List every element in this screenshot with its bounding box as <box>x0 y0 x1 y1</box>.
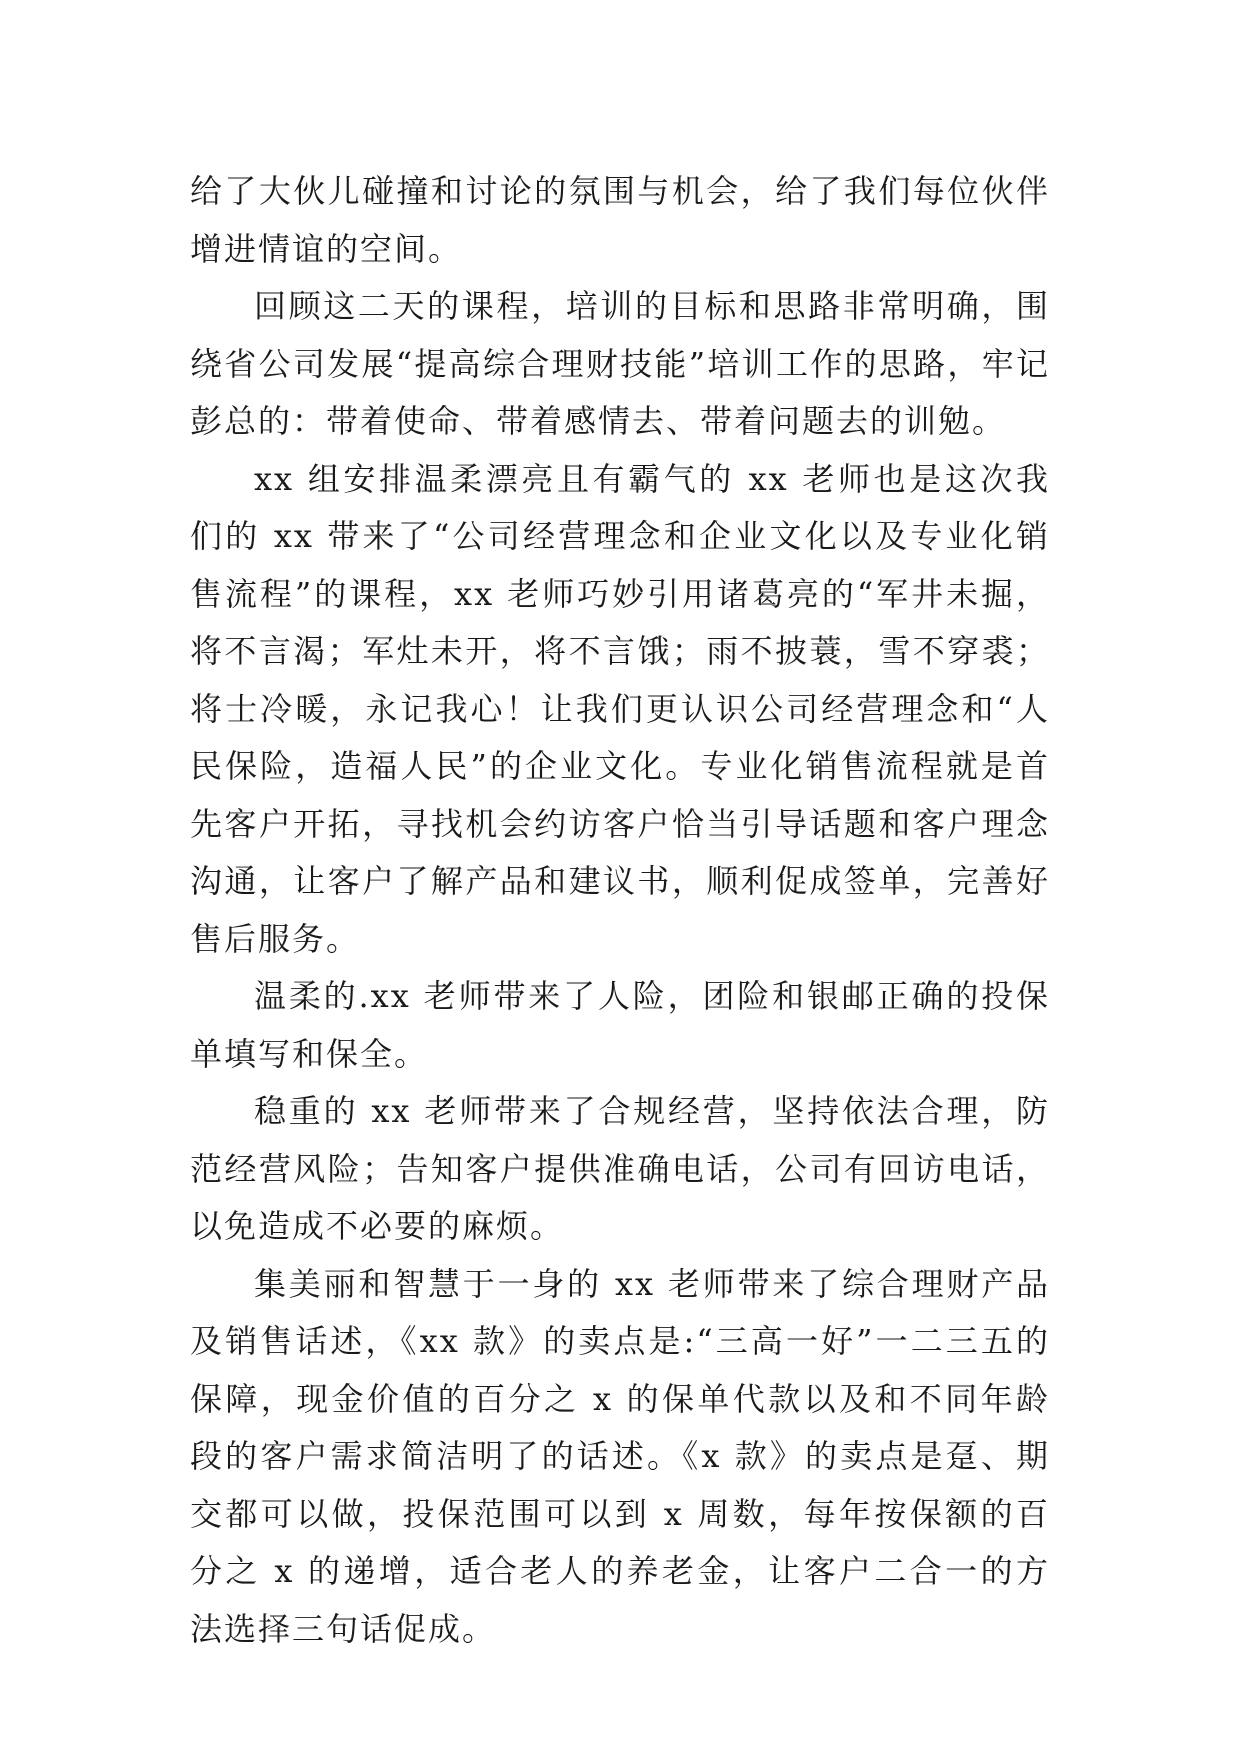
paragraph-compliance: 稳重的 xx 老师带来了合规经营，坚持依法合理，防范经营风险；告知客户提供准确电话，公司有回访电话，以免造成不必要的麻烦。 <box>190 1092 1050 1245</box>
paragraph-continuation: 给了大伙儿碰撞和讨论的氛围与机会，给了我们每位伙伴增进情谊的空间。 <box>190 172 1050 268</box>
paragraph-insurance-forms: 温柔的.xx 老师带来了人险，团险和银邮正确的投保单填写和保全。 <box>190 977 1050 1073</box>
paragraph-company-culture: xx 组安排温柔漂亮且有霸气的 xx 老师也是这次我们的 xx 带来了“公司经营理念和企业文化以及专业化销售流程”的课程，xx 老师巧妙引用诸葛亮的“军井未掘，将不言渴；军灶未开，将不言饿；雨不披蓑，雪不穿裘；将士冷暖，永记我心！让我们更认识公司经营理念和“人民保险，造福人民”的企业文化。专业化销售流程就是首先客户开拓，寻找机会约访客户恰当引导话题和客户理念沟通，让客户了解产品和建议书，顺利促成签单，完善好售后服务。 <box>190 459 1050 958</box>
paragraph-financial-products: 集美丽和智慧于一身的 xx 老师带来了综合理财产品及销售话述，《xx 款》的卖点是:“三高一好”一二三五的保障，现金价值的百分之 x 的保单代款以及和不同年龄段的客户需求简洁明了的话述。《x 款》的卖点是趸、期交都可以做，投保范围可以到 x 周数，每年按保额的百分之 x 的递增，适合老人的养老金，让客户二合一的方法选择三句话促成。 <box>190 1264 1050 1648</box>
document-body <box>190 163 1050 1658</box>
paragraph-course-review: 回顾这二天的课程，培训的目标和思路非常明确，围绕省公司发展“提高综合理财技能”培训工作的思路，牢记彭总的：带着使命、带着感情去、带着问题去的训勉。 <box>190 287 1050 440</box>
